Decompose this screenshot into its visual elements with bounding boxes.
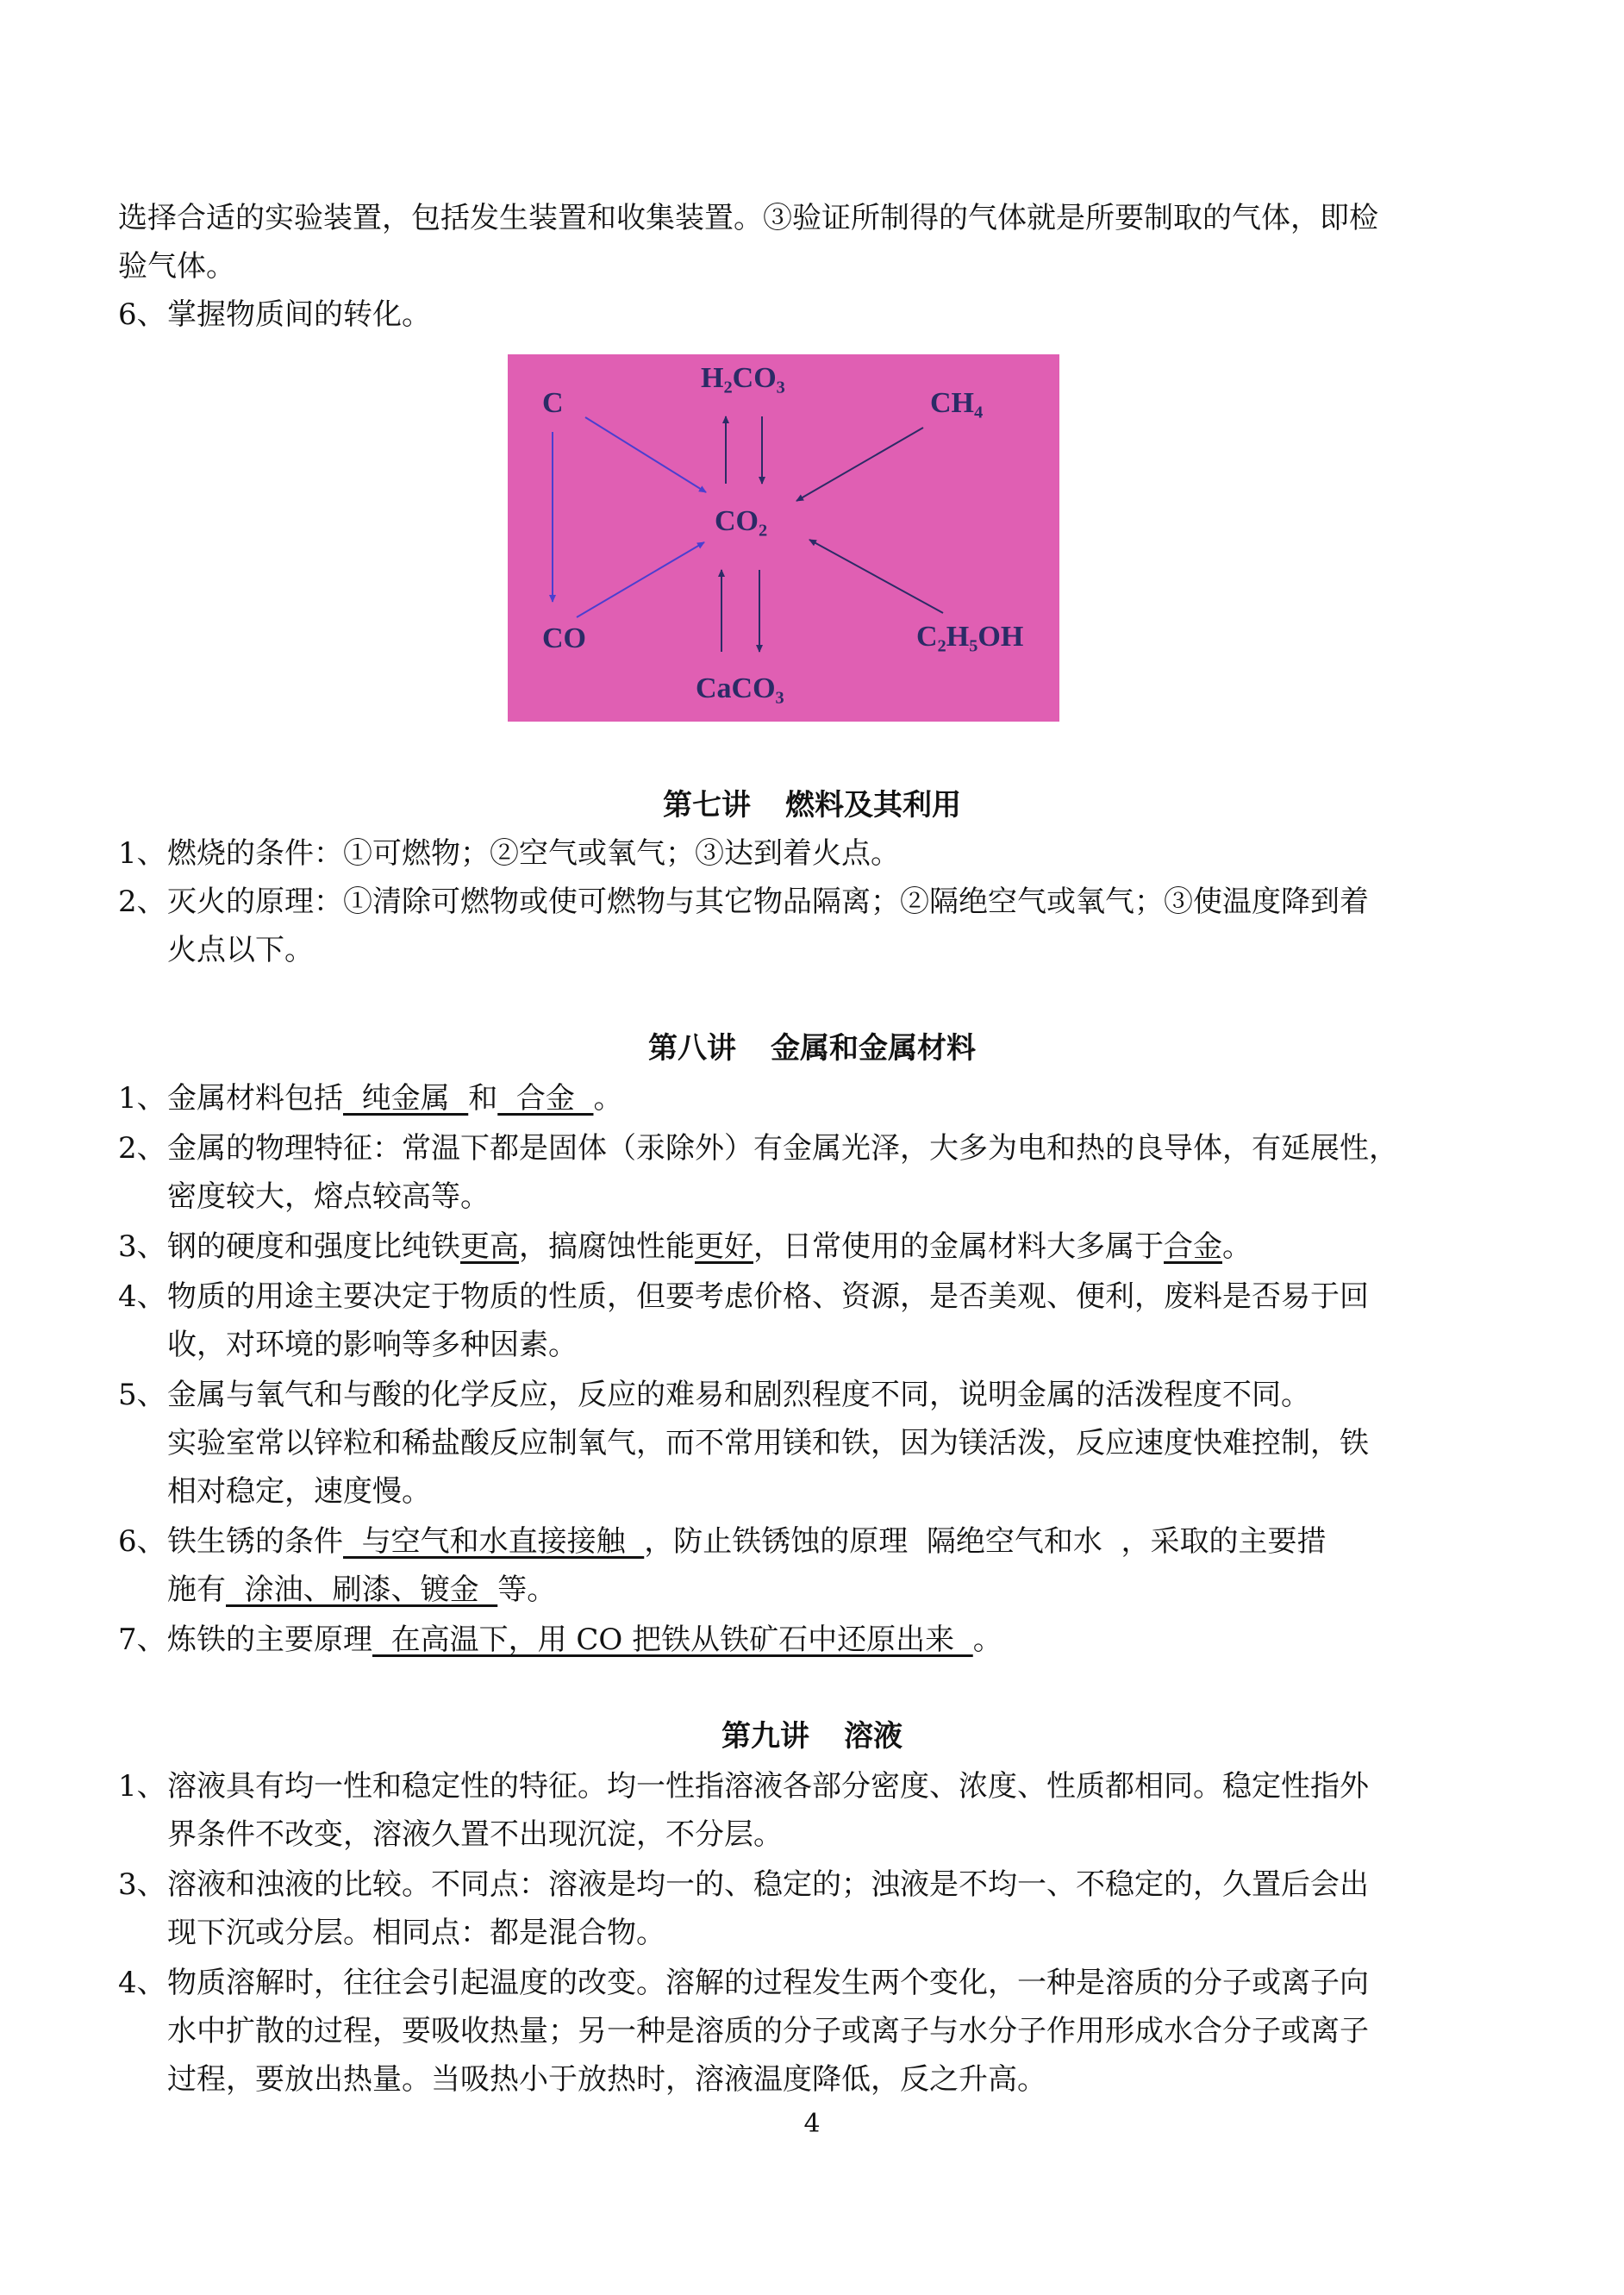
l8-item-4: [118, 1273, 1523, 1321]
l9-item-1-cont: 界条件不改变，溶液久置不出现沉淀，不分层。: [167, 1817, 783, 1852]
conversion-diagram: [508, 354, 1059, 722]
item-number: 6、: [118, 297, 166, 332]
item-number: 2、: [118, 885, 166, 919]
item-number: 4、: [118, 1966, 166, 2000]
text: 钢的硬度和强度比纯铁: [167, 1229, 460, 1264]
l8-item-3: [118, 1223, 1523, 1271]
fill-blank: 合金: [1164, 1229, 1222, 1264]
l9-item-4: [118, 1959, 1523, 2007]
fill-blank: 更高: [460, 1229, 519, 1264]
label-h2co3: H₂CO₃: [701, 362, 785, 394]
l9-item-4-cont-1: 水中扩散的过程，要吸收热量；另一种是溶质的分子或离子与水分子作用形成水合分子或离子: [167, 2014, 1369, 2048]
lecture-name: 燃料及其利用: [785, 788, 961, 822]
item-6: [118, 291, 1523, 339]
fill-blank: 纯金属: [343, 1081, 469, 1116]
item-text: 灭火的原理：①清除可燃物或使可燃物与其它物品隔离；②隔绝空气或氧气；③使温度降到着: [167, 885, 1369, 919]
text: 铁生锈的条件: [167, 1524, 343, 1559]
text: 施有: [167, 1573, 226, 1607]
item-text: 燃烧的条件：①可燃物；②空气或氧气；③达到着火点。: [167, 836, 900, 871]
label-co: CO: [542, 622, 586, 654]
lecture-number: 第八讲: [648, 1031, 736, 1066]
lecture-number: 第七讲: [663, 788, 751, 822]
fill-blank: 涂油、刷漆、镀金: [226, 1573, 498, 1607]
item-text: 金属的物理特征：常温下都是固体（汞除外）有金属光泽，大多为电和热的良导体，有延展性，: [167, 1131, 1398, 1166]
lecture-7-title: [0, 781, 1624, 829]
label-ch4: CH₄: [930, 387, 984, 419]
item-text: 物质溶解时，往往会引起温度的改变。溶解的过程发生两个变化，一种是溶质的分子或离子向: [167, 1966, 1369, 2000]
item-number: 1、: [118, 836, 166, 871]
text: 金属材料包括: [167, 1081, 343, 1116]
lecture-8-title: [0, 1024, 1624, 1072]
l7-item-1: [118, 829, 1523, 878]
item-number: 7、: [118, 1623, 166, 1657]
l9-item-4-cont-2: 过程，要放出热量。当吸热小于放热时，溶液温度降低，反之升高。: [167, 2062, 1046, 2097]
text: ，日常使用的金属材料大多属于: [753, 1229, 1164, 1264]
l8-item-5: [118, 1371, 1523, 1419]
text: 。: [1222, 1229, 1252, 1264]
item-number: 1、: [118, 1769, 166, 1804]
l8-item-6: [118, 1517, 1523, 1566]
label-caco3: CaCO₃: [696, 672, 784, 704]
item-text: 溶液和浊液的比较。不同点：溶液是均一的、稳定的；浊液是不均一、不稳定的，久置后会出: [167, 1867, 1369, 1902]
text: 等。: [497, 1573, 557, 1607]
item-number: 3、: [118, 1867, 166, 1902]
label-c: C: [542, 387, 564, 419]
l9-item-3: [118, 1860, 1523, 1909]
text: 炼铁的主要原理: [167, 1623, 372, 1657]
item-number: 3、: [118, 1229, 166, 1264]
l8-item-5-cont-2: 相对稳定，速度慢。: [167, 1474, 431, 1509]
text: ，防止铁锈蚀的原理 隔绝空气和水 ，采取的主要措: [644, 1524, 1327, 1559]
item-number: 1、: [118, 1081, 166, 1116]
lecture-name: 金属和金属材料: [771, 1031, 976, 1066]
lecture-9-title: [0, 1712, 1624, 1760]
item-number: 5、: [118, 1378, 166, 1412]
l9-item-1: [118, 1762, 1523, 1810]
fill-blank: 更好: [695, 1229, 753, 1264]
l9-item-3-cont: 现下沉或分层。相同点：都是混合物。: [167, 1916, 665, 1950]
l8-item-1: [118, 1074, 1523, 1122]
l8-item-2: [118, 1124, 1523, 1173]
l7-item-2-cont: 火点以下。: [167, 933, 314, 967]
item-text: 掌握物质间的转化。: [167, 297, 431, 332]
lecture-name: 溶液: [844, 1719, 903, 1754]
text: ，搞腐蚀性能: [519, 1229, 695, 1264]
text: 和: [468, 1081, 498, 1116]
label-co2: CO₂: [715, 505, 768, 537]
fill-blank: 与空气和水直接接触: [343, 1524, 645, 1559]
fill-blank: 合金: [497, 1081, 594, 1116]
item-text: 金属与氧气和与酸的化学反应，反应的难易和剧烈程度不同，说明金属的活泼程度不同。: [167, 1378, 1310, 1412]
l8-item-6-cont: [167, 1566, 1521, 1614]
intro-line-2: 验气体。: [118, 249, 235, 284]
item-number: 6、: [118, 1524, 166, 1559]
l8-item-4-cont: 收，对环境的影响等多种因素。: [167, 1328, 578, 1362]
item-text: 溶液具有均一性和稳定性的特征。均一性指溶液各部分密度、浓度、性质都相同。稳定性指外: [167, 1769, 1369, 1804]
lecture-number: 第九讲: [721, 1719, 809, 1754]
l8-item-2-cont: 密度较大，熔点较高等。: [167, 1179, 490, 1214]
l8-item-7: [118, 1616, 1523, 1664]
item-number: 2、: [118, 1131, 166, 1166]
item-text: 物质的用途主要决定于物质的性质，但要考虑价格、资源，是否美观、便利，废料是否易于回: [167, 1279, 1369, 1314]
l7-item-2: [118, 878, 1523, 926]
label-c2h5oh: C₂H₅OH: [916, 621, 1024, 653]
page-number: 4: [803, 2109, 821, 2139]
text: 。: [972, 1623, 1003, 1657]
l8-item-5-cont-1: 实验室常以锌粒和稀盐酸反应制氧气，而不常用镁和铁，因为镁活泼，反应速度快难控制，铁: [167, 1426, 1369, 1460]
fill-blank: 在高温下，用 CO 把铁从铁矿石中还原出来: [372, 1623, 973, 1657]
intro-line-1: 选择合适的实验装置，包括发生装置和收集装置。③验证所制得的气体就是所要制取的气体，即检: [118, 201, 1378, 235]
item-number: 4、: [118, 1279, 166, 1314]
text: 。: [593, 1081, 623, 1116]
